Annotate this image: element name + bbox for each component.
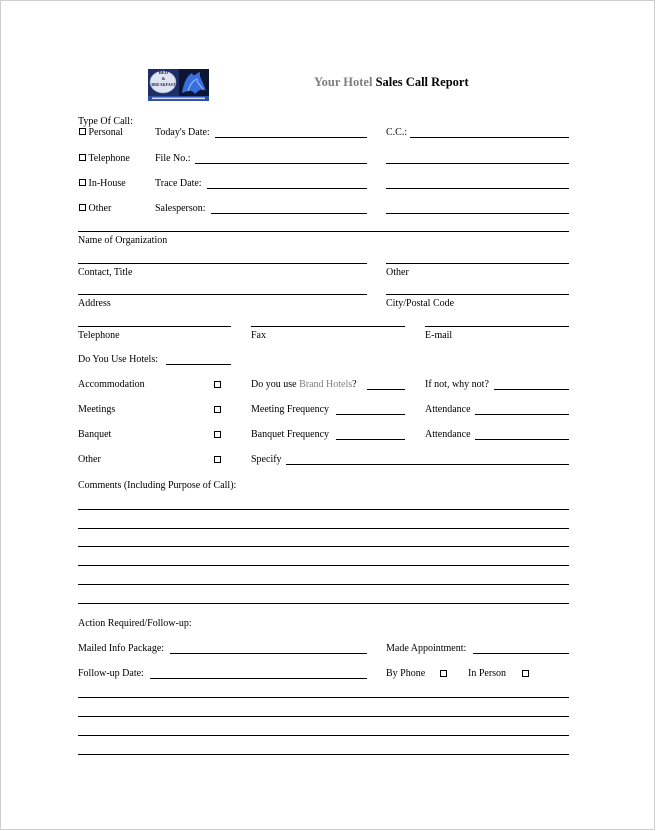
salesperson-field[interactable] [211,213,367,214]
email-label: E-mail [425,330,453,341]
brand-hotels-pre: Do you use [251,379,297,390]
by-phone-label: By Phone [386,668,426,679]
cc-field-4[interactable] [386,213,569,214]
checkbox-telephone[interactable] [79,154,86,161]
hotel-logo [148,69,209,101]
followup-line-3[interactable] [78,735,569,736]
followup-heading: Action Required/Follow-up: [78,618,192,629]
brand-hotels-field[interactable] [367,389,405,390]
brand-hotels-question [251,379,357,391]
attendance-field-1[interactable] [475,414,569,415]
if-not-field[interactable] [494,389,569,390]
accommodation-label: Accommodation [78,379,145,390]
banquet-label: Banquet [78,429,112,440]
comments-line-6[interactable] [78,603,569,604]
meetings-checkbox[interactable] [214,406,221,413]
cc-field-2[interactable] [386,163,569,164]
banquet-frequency-label: Banquet Frequency [251,429,330,440]
title-report-name: Sales Call Report [375,75,469,89]
logo-text-breakfast: BREAKFAST [151,82,176,87]
call-type-in-house[interactable] [79,178,126,190]
cc-label: C.C.: [386,127,408,138]
comments-line-3[interactable] [78,546,569,547]
meetings-label: Meetings [78,404,116,415]
checkbox-other[interactable] [79,204,86,211]
mailed-info-label: Mailed Info Package: [78,643,165,654]
accommodation-checkbox[interactable] [214,381,221,388]
mailed-info-field[interactable] [170,653,367,654]
contact-title-field[interactable] [78,263,367,264]
do-you-use-hotels-field[interactable] [166,364,231,365]
logo-text-bed: BED [158,70,169,75]
address-label: Address [78,298,111,309]
checkbox-personal[interactable] [79,128,86,135]
label-telephone: Telephone [88,153,130,164]
telephone-field[interactable] [78,326,231,327]
made-appointment-label: Made Appointment: [386,643,467,654]
by-phone-checkbox[interactable] [440,670,447,677]
followup-date-label: Follow-up Date: [78,668,144,679]
todays-date-label: Today's Date: [155,127,210,138]
call-type-personal[interactable] [79,127,123,139]
banquet-frequency-field[interactable] [336,439,405,440]
fax-label: Fax [251,330,266,341]
contact-title-label: Contact, Title [78,267,133,278]
call-type-telephone[interactable] [79,153,130,165]
type-of-call-heading: Type Of Call: [78,116,133,127]
label-other: Other [88,203,112,214]
meeting-frequency-label: Meeting Frequency [251,404,330,415]
city-postal-label: City/Postal Code [386,298,455,309]
cc-field-1[interactable] [410,137,569,138]
meeting-frequency-field[interactable] [336,414,405,415]
trace-date-field[interactable] [207,188,367,189]
do-you-use-hotels-label: Do You Use Hotels: [78,354,159,365]
made-appointment-field[interactable] [473,653,569,654]
followup-date-field[interactable] [150,678,367,679]
page-title [314,76,469,88]
in-person-label: In Person [468,668,507,679]
brand-hotels-text: Brand Hotels [299,379,353,390]
checkbox-in-house[interactable] [79,179,86,186]
contact-other-label: Other [386,267,409,278]
telephone-label: Telephone [78,330,120,341]
trace-date-label: Trace Date: [155,178,202,189]
banquet-checkbox[interactable] [214,431,221,438]
file-no-label: File No.: [155,153,191,164]
specify-label: Specify [251,454,282,465]
comments-heading: Comments (Including Purpose of Call): [78,480,237,491]
city-postal-field[interactable] [386,294,569,295]
call-type-other[interactable] [79,203,111,215]
specify-field[interactable] [286,464,569,465]
fax-field[interactable] [251,326,405,327]
comments-line-2[interactable] [78,528,569,529]
label-personal: Personal [88,127,123,138]
logo-text-and: & [161,76,166,81]
comments-line-4[interactable] [78,565,569,566]
attendance-label-2: Attendance [425,429,471,440]
organization-label: Name of Organization [78,235,168,246]
usage-other-label: Other [78,454,101,465]
brand-hotels-post: ? [352,379,357,390]
in-person-checkbox[interactable] [522,670,529,677]
followup-line-2[interactable] [78,716,569,717]
attendance-field-2[interactable] [475,439,569,440]
usage-other-checkbox[interactable] [214,456,221,463]
attendance-label-1: Attendance [425,404,471,415]
label-in-house: In-House [88,178,126,189]
if-not-label: If not, why not? [425,379,489,390]
followup-line-1[interactable] [78,697,569,698]
title-hotel-name: Your Hotel [314,75,373,89]
address-field[interactable] [78,294,367,295]
contact-other-field[interactable] [386,263,569,264]
todays-date-field[interactable] [215,137,367,138]
salesperson-label: Salesperson: [155,203,206,214]
followup-line-4[interactable] [78,754,569,755]
comments-line-5[interactable] [78,584,569,585]
organization-field[interactable] [78,231,569,232]
file-no-field[interactable] [195,163,367,164]
cc-field-3[interactable] [386,188,569,189]
email-field[interactable] [425,326,569,327]
comments-line-1[interactable] [78,509,569,510]
